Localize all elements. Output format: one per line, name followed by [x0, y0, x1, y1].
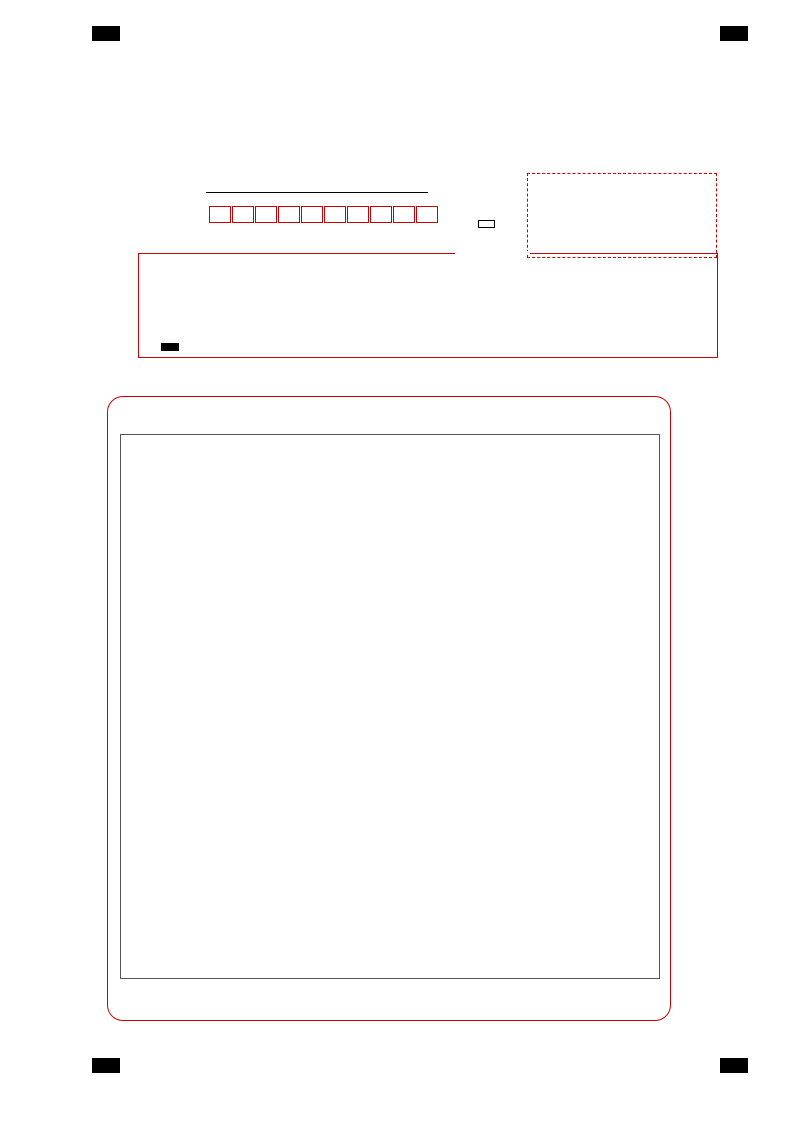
- corner-mark-top-left: [92, 26, 120, 41]
- id-digit-box[interactable]: [209, 206, 231, 223]
- id-digit-box[interactable]: [393, 206, 415, 223]
- id-digit-box[interactable]: [370, 206, 392, 223]
- id-digit-box[interactable]: [255, 206, 277, 223]
- corner-mark-bottom-right: [720, 1058, 748, 1073]
- corner-mark-bottom-left: [92, 1058, 120, 1073]
- notice-gap: [455, 251, 530, 255]
- id-digit-box[interactable]: [301, 206, 323, 223]
- answer-area: [120, 434, 660, 979]
- notice-item-fill-example: [149, 341, 179, 353]
- barcode-area: [527, 173, 717, 258]
- corner-mark-top-right: [720, 26, 748, 41]
- id-digit-box[interactable]: [416, 206, 438, 223]
- absent-mark-box[interactable]: [478, 220, 495, 228]
- id-digit-box[interactable]: [324, 206, 346, 223]
- id-digit-box[interactable]: [278, 206, 300, 223]
- name-field[interactable]: [206, 192, 428, 193]
- id-digit-box[interactable]: [232, 206, 254, 223]
- exam-id-boxes[interactable]: [209, 206, 439, 223]
- notice-box: [138, 253, 718, 358]
- id-digit-box[interactable]: [347, 206, 369, 223]
- filled-bubble-example: [161, 343, 179, 351]
